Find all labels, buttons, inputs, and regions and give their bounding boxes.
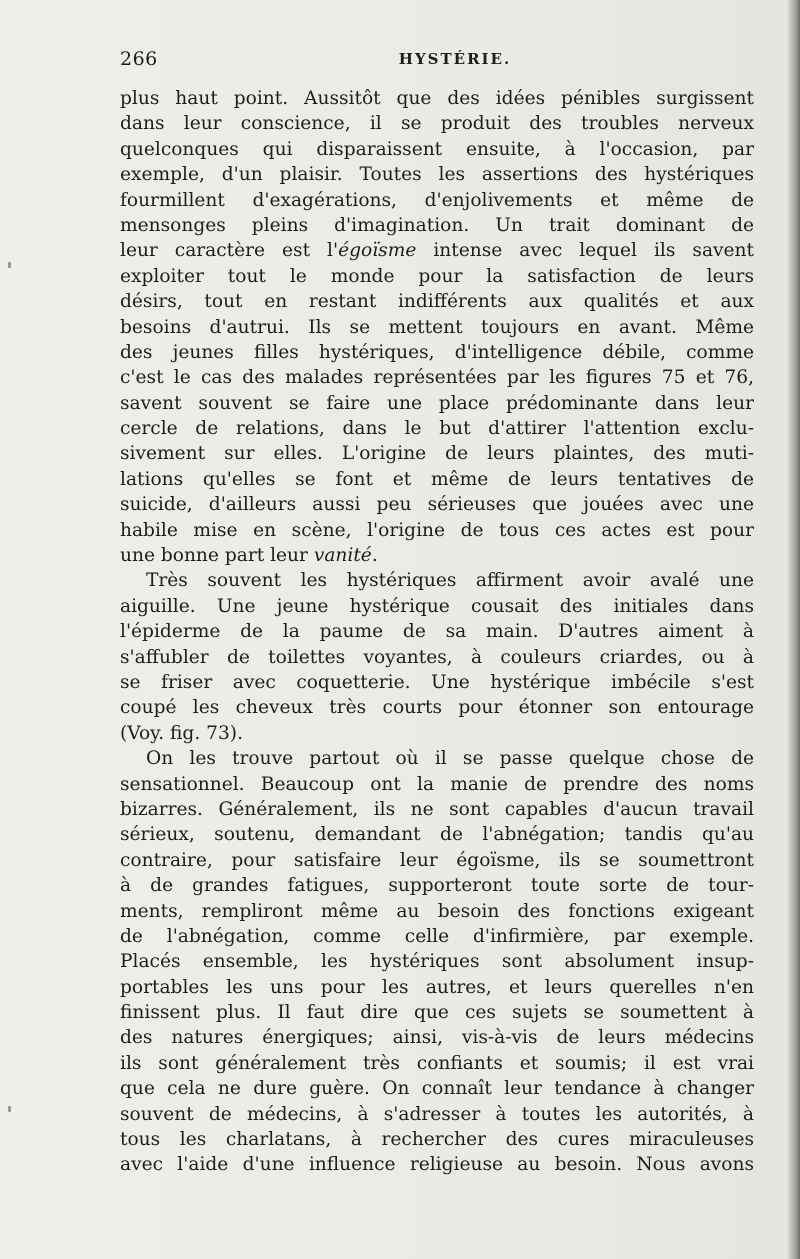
text-line: besoins d'autrui. Ils se mettent toujours en avant. Même [120, 316, 754, 338]
text-line: aiguille. Une jeune hystérique cousait des initiales dans [120, 595, 754, 617]
text-line: portables les uns pour les autres, et leurs querelles n'en [120, 976, 754, 998]
page-edge-shadow [788, 0, 800, 1259]
text-line: bizarres. Généralement, ils ne sont capables d'aucun travail [120, 798, 754, 820]
text-line: Placés ensemble, les hystériques sont absolument insup- [120, 951, 754, 973]
text-line: de l'abnégation, comme celle d'infirmière, par exemple. [120, 925, 754, 947]
text-line: exemple, d'un plaisir. Toutes les assertions des hystériques [120, 164, 754, 186]
page-header [120, 48, 760, 76]
text-line: s'affubler de toilettes voyantes, à couleurs criardes, ou à [120, 646, 754, 668]
page-mark [8, 1106, 11, 1112]
text-line: ments, rempliront même au besoin des fonctions exigeant [120, 900, 754, 922]
text-line: c'est le cas des malades représentées par les figures 75 et 76, [120, 367, 754, 389]
text-line: habile mise en scène, l'origine de tous ces actes est pour [120, 519, 754, 541]
page-mark [8, 262, 11, 268]
text-line: une bonne part leur vanité. [120, 545, 378, 567]
text-line: On les trouve partout où il se passe quelque chose de [146, 748, 754, 770]
page-number: 266 [120, 48, 158, 70]
text-line: fourmillent d'exagérations, d'enjolivements et même de [120, 189, 754, 211]
text-line: Très souvent les hystériques affirment avoir avalé une [146, 570, 754, 592]
emphasis: vanité [313, 545, 372, 567]
text-line: sérieux, soutenu, demandant de l'abnégation; tandis qu'au [120, 824, 754, 846]
text-line: des jeunes filles hystériques, d'intelligence débile, comme [120, 341, 754, 363]
text-line: se friser avec coquetterie. Une hystérique imbécile s'est [120, 671, 754, 693]
text-line: l'épiderme de la paume de sa main. D'autres aiment à [120, 621, 754, 643]
text-line: des natures énergiques; ainsi, vis-à-vis de leurs médecins [120, 1027, 754, 1049]
text-line: savent souvent se faire une place prédominante dans leur [120, 392, 754, 414]
text-line: coupé les cheveux très courts pour étonner son entourage [120, 697, 754, 719]
text-line: quelconques qui disparaissent ensuite, à l'occasion, par [120, 138, 754, 160]
text-line: sivement sur elles. L'origine de leurs plaintes, des muti- [120, 443, 754, 465]
text-line: (Voy. fig. 73). [120, 722, 243, 744]
body-text [120, 86, 754, 1178]
text-line: à de grandes fatigues, supporteront toute sorte de tour- [120, 875, 754, 897]
running-head: HYSTÉRIE. [398, 50, 512, 68]
text-line: mensonges pleins d'imagination. Un trait dominant de [120, 214, 754, 236]
text-line: ils sont généralement très confiants et soumis; il est vrai [120, 1052, 754, 1074]
text-line: désirs, tout en restant indifférents aux qualités et aux [120, 291, 754, 313]
text-line: sensationnel. Beaucoup ont la manie de prendre des noms [120, 773, 754, 795]
text-line: leur caractère est l'égoïsme intense avec lequel ils savent [120, 240, 754, 262]
text-line: finissent plus. Il faut dire que ces sujets se soumettent à [120, 1002, 754, 1024]
emphasis: égoïsme [338, 240, 417, 262]
text-line: cercle de relations, dans le but d'attirer l'attention exclu- [120, 418, 754, 440]
text-line: souvent de médecins, à s'adresser à toutes les autorités, à [120, 1103, 754, 1125]
text-line: avec l'aide d'une influence religieuse au besoin. Nous avons [120, 1154, 754, 1176]
text-line: lations qu'elles se font et même de leurs tentatives de [120, 468, 754, 490]
text-line: que cela ne dure guère. On connaît leur tendance à changer [120, 1078, 754, 1100]
text-line: contraire, pour satisfaire leur égoïsme, ils se soumettront [120, 849, 754, 871]
text-line: plus haut point. Aussitôt que des idées pénibles surgissent [120, 88, 754, 109]
text-line: exploiter tout le monde pour la satisfaction de leurs [120, 265, 754, 287]
text-line: suicide, d'ailleurs aussi peu sérieuses que jouées avec une [120, 494, 754, 516]
text-line: tous les charlatans, à rechercher des cures miraculeuses [120, 1129, 754, 1151]
text-line: dans leur conscience, il se produit des troubles nerveux [120, 113, 754, 135]
